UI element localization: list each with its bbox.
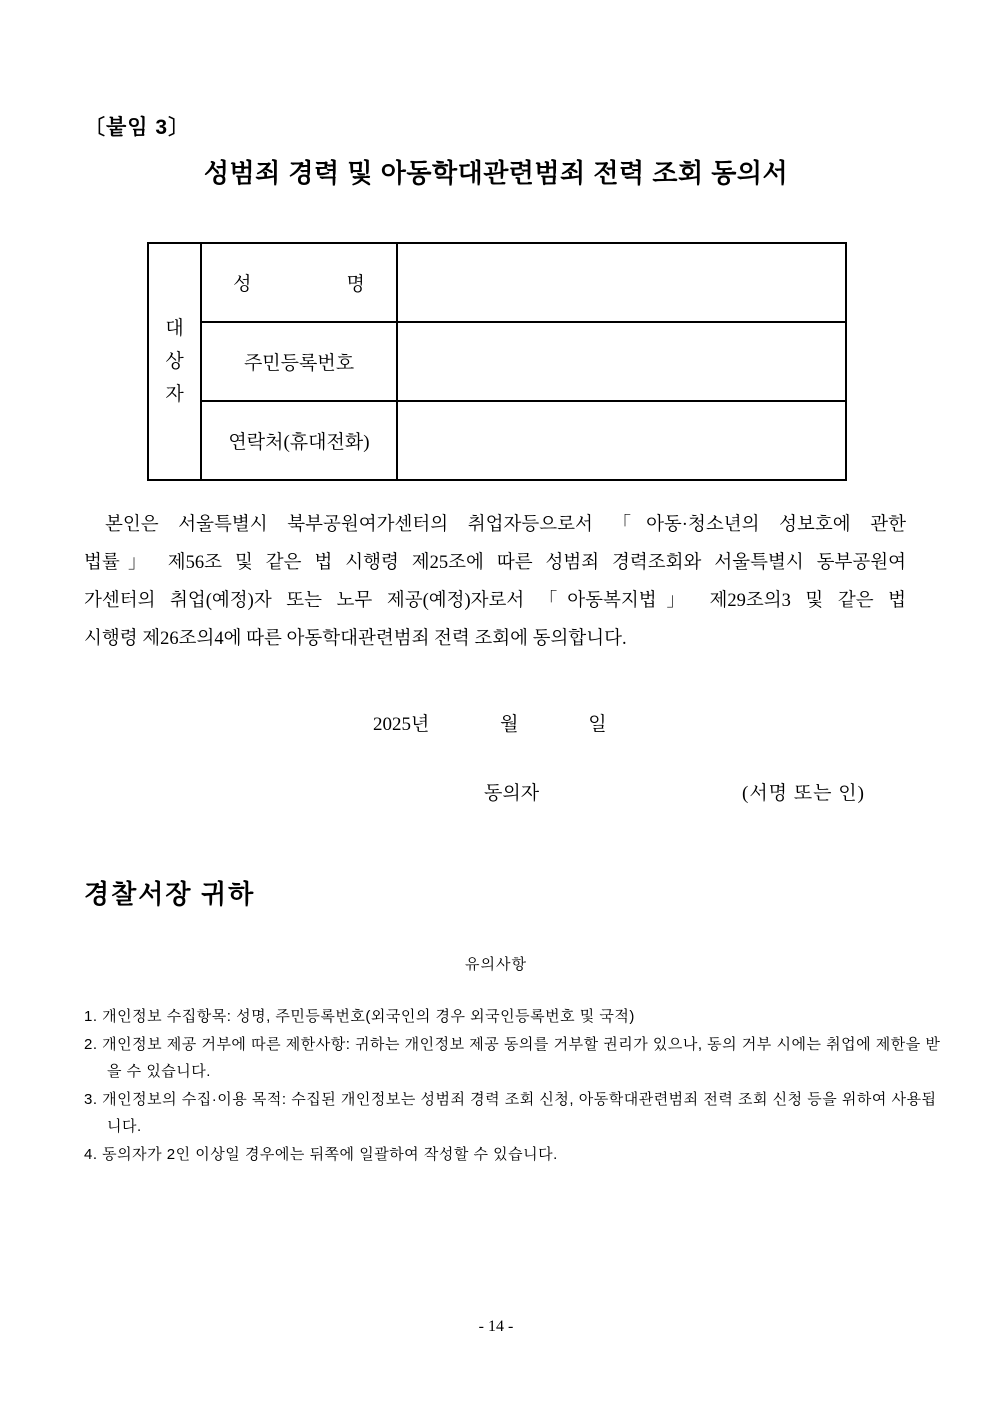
- note-item-1: 1. 개인정보 수집항목: 성명, 주민등록번호(외국인의 경우 외국인등록번호 및 국적): [84, 1008, 635, 1025]
- table-row: [148, 322, 846, 401]
- resident-number-label-cell: 주민등록번호: [201, 322, 397, 401]
- resident-number-value-cell: [397, 322, 846, 401]
- table-row: [148, 243, 846, 322]
- document-title: 성범죄 경력 및 아동학대관련범죄 전력 조회 동의서: [203, 158, 789, 188]
- date-line: [373, 709, 607, 736]
- consenter-label: 동의자: [484, 783, 540, 804]
- subject-group-cell: [148, 243, 201, 480]
- consent-line-4: 시행령 제26조의4에 따른 아동학대관련범죄 전력 조회에 동의합니다.: [84, 629, 627, 649]
- consent-line-3: 가센터의 취업(예정)자 또는 노무 제공(예정)자로서 「아동복지법」 제29조의3 및 같은 법: [84, 591, 906, 611]
- consent-paragraph: [84, 506, 906, 658]
- subject-table: [147, 242, 847, 481]
- contact-value-cell: [397, 401, 846, 480]
- subject-group-label: 대상자: [165, 318, 184, 405]
- name-label-cell: 성 명: [201, 243, 397, 322]
- page-number: - 14 -: [478, 1318, 514, 1335]
- date-month-label: 월: [500, 714, 519, 735]
- date-day-label: 일: [588, 714, 607, 735]
- date-year-label: 2025년: [373, 714, 430, 735]
- contact-label-cell: 연락처(휴대전화): [201, 401, 397, 480]
- attachment-label: 〔붙임 3〕: [84, 116, 191, 139]
- recipient-line: 경찰서장 귀하: [84, 880, 256, 909]
- consent-line-1: 본인은 서울특별시 북부공원여가센터의 취업자등으로서 「아동·청소년의 성보호에 관한: [105, 515, 906, 535]
- note-item-2: 2. 개인정보 제공 거부에 따른 제한사항: 귀하는 개인정보 제공 동의를 거부할 권리가 있으나, 동의 거부 시에는 취업에 제한을 받을 수 있습니다.: [84, 1035, 941, 1080]
- note-item-3: 3. 개인정보의 수집·이용 목적: 수집된 개인정보는 성범죄 경력 조회 신청, 아동학대관련범죄 전력 조회 신청 등을 위하여 사용됩니다.: [84, 1090, 937, 1135]
- notes-list: [84, 1003, 946, 1168]
- table-row: [148, 401, 846, 480]
- signature-or-seal-note: (서명 또는 인): [742, 783, 865, 804]
- consent-line-2: 법률」 제56조 및 같은 법 시행령 제25조에 따른 성범죄 경력조회와 서울특별시 동부공원여: [84, 553, 906, 573]
- notes-title: 유의사항: [465, 956, 527, 973]
- signature-line: [0, 778, 992, 804]
- name-value-cell: [397, 243, 846, 322]
- note-item-4: 4. 동의자가 2인 이상일 경우에는 뒤쪽에 일괄하여 작성할 수 있습니다.: [84, 1145, 558, 1163]
